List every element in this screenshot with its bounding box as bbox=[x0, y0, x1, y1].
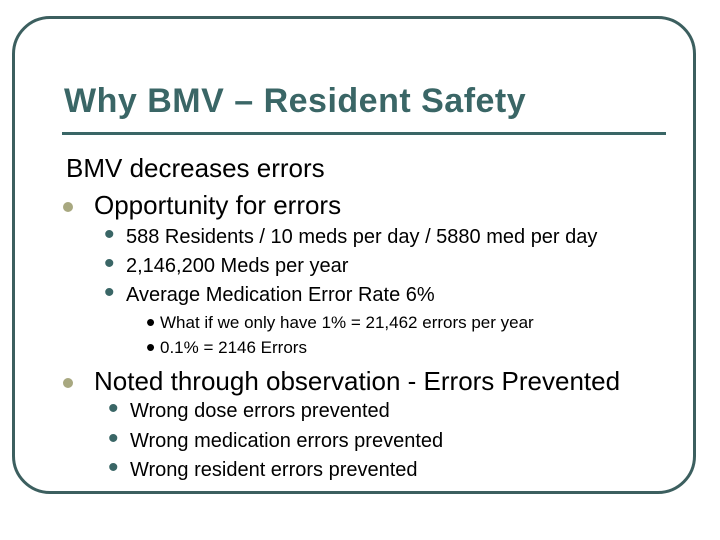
section-heading-text: Noted through observation - Errors Prevented bbox=[94, 366, 621, 396]
sub-list-item bbox=[146, 307, 534, 337]
bullet-icon: • bbox=[108, 392, 119, 425]
slide-title: Why BMV – Resident Safety bbox=[64, 82, 527, 120]
sub-list-item bbox=[146, 332, 307, 362]
bullet-icon: • bbox=[146, 332, 156, 362]
sub-list-item-text: What if we only have 1% = 21,462 errors per year bbox=[160, 313, 534, 332]
list-item-text: Wrong medication errors prevented bbox=[130, 430, 444, 452]
list-item bbox=[104, 218, 598, 251]
lead-text: BMV decreases errors bbox=[66, 153, 325, 183]
section-heading-text: Opportunity for errors bbox=[94, 190, 342, 220]
list-item bbox=[104, 247, 349, 280]
title-underline bbox=[62, 132, 666, 135]
bullet-icon: • bbox=[104, 276, 115, 309]
list-item-text: Average Medication Error Rate 6% bbox=[126, 284, 435, 306]
list-item bbox=[108, 451, 418, 484]
bullet-icon: • bbox=[108, 422, 119, 455]
sub-list-item-text: 0.1% = 2146 Errors bbox=[160, 338, 307, 357]
list-item bbox=[108, 392, 390, 425]
section-opportunity-heading bbox=[94, 190, 341, 221]
list-item-text: Wrong dose errors prevented bbox=[130, 400, 390, 422]
section-observation-heading bbox=[94, 366, 620, 397]
list-item-text: 588 Residents / 10 meds per day / 5880 med per day bbox=[126, 226, 598, 248]
bullet-icon bbox=[63, 202, 73, 212]
bullet-icon: • bbox=[146, 307, 156, 337]
list-item bbox=[108, 422, 444, 455]
bullet-icon bbox=[63, 378, 73, 388]
list-item bbox=[104, 276, 435, 309]
bullet-icon: • bbox=[108, 451, 119, 484]
list-item-text: Wrong resident errors prevented bbox=[130, 459, 418, 481]
bullet-icon: • bbox=[104, 218, 115, 251]
list-item-text: 2,146,200 Meds per year bbox=[126, 255, 349, 277]
bullet-icon: • bbox=[104, 247, 115, 280]
